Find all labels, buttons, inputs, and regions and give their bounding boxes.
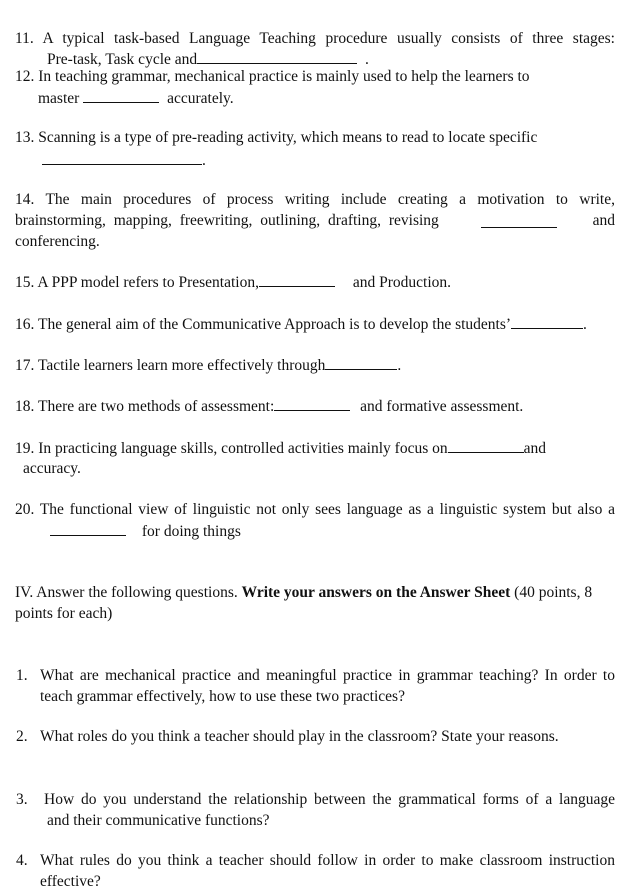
question-number: 20. — [15, 501, 35, 518]
heading-text: (40 points, 8 — [514, 584, 593, 601]
question-text: accuracy. — [23, 460, 81, 477]
question-14-line-3 — [15, 232, 100, 252]
question-text: In teaching grammar, mechanical practice is mainly used to help the learners to — [38, 68, 530, 85]
question-text: Pre-task, Task cycle and — [47, 51, 198, 68]
essay-question-1-line-1 — [40, 666, 615, 686]
essay-question-1-line-2 — [40, 687, 405, 707]
question-text: The main procedures of process writing include creating a motivation to write, — [45, 191, 615, 208]
essay-question-2-line-1 — [40, 727, 559, 747]
question-15 — [15, 272, 451, 293]
question-text: and their communicative functions? — [47, 812, 270, 829]
question-text: for doing things — [141, 523, 241, 540]
question-text: . — [365, 51, 369, 68]
question-text: In practicing language skills, controlled activities mainly focus on — [38, 440, 448, 457]
question-text: conferencing. — [15, 233, 100, 250]
question-17 — [15, 355, 401, 376]
question-text: and Production. — [352, 274, 452, 291]
question-16 — [15, 314, 587, 335]
answer-blank[interactable] — [259, 272, 335, 287]
question-number: 1. — [16, 667, 28, 684]
question-text: A PPP model refers to Presentation, — [37, 274, 259, 291]
essay-question-1-number — [16, 666, 28, 686]
essay-question-4-line-2 — [40, 872, 101, 892]
question-text: What rules do you think a teacher should follow in order to make classroom instruction — [40, 852, 615, 869]
section-4-heading-line-2 — [15, 604, 112, 624]
question-text: The general aim of the Communicative Approach is to develop the students’ — [37, 316, 512, 333]
question-14-line-1 — [15, 190, 615, 210]
question-13-line-2 — [42, 150, 206, 171]
question-text: There are two methods of assessment: — [37, 398, 275, 415]
question-number: 2. — [16, 728, 28, 745]
question-20-line-1 — [15, 500, 615, 520]
question-14-line-2 — [15, 211, 615, 231]
answer-blank[interactable] — [511, 314, 583, 329]
answer-blank[interactable] — [481, 213, 557, 228]
heading-text: points for each) — [15, 605, 113, 622]
essay-question-3-line-1 — [44, 790, 615, 810]
question-text: What are mechanical practice and meaningful practice in grammar teaching? In order to — [40, 667, 615, 684]
question-12-line-2 — [38, 88, 234, 109]
question-text: The functional view of linguistic not only sees language as a linguistic system but also a — [39, 501, 615, 518]
question-number: 13. — [15, 129, 35, 146]
question-number: 4. — [16, 852, 28, 869]
answer-blank[interactable] — [42, 150, 202, 165]
section-4-heading — [15, 583, 615, 603]
answer-blank[interactable] — [197, 49, 357, 64]
answer-blank[interactable] — [83, 88, 159, 103]
question-text: . — [583, 316, 587, 333]
question-text: . — [397, 357, 402, 374]
essay-question-4-line-1 — [40, 851, 615, 871]
question-text: accurately. — [167, 90, 234, 107]
question-19-line-1 — [15, 438, 546, 459]
essay-question-2-number — [16, 727, 28, 747]
question-number: 18. — [15, 398, 35, 415]
essay-question-4-number — [16, 851, 28, 871]
essay-question-3-number — [16, 790, 28, 810]
answer-blank[interactable] — [325, 355, 397, 370]
question-text: teach grammar effectively, how to use these two practices? — [40, 688, 405, 705]
heading-text: IV. Answer the following questions. — [15, 584, 238, 601]
question-text: Scanning is a type of pre-reading activity, which means to read to locate specific — [38, 129, 538, 146]
question-number: 11. — [15, 30, 34, 47]
question-13-line-1 — [15, 128, 537, 148]
question-text: master — [38, 90, 80, 107]
essay-question-3-line-2 — [47, 811, 270, 831]
question-text: A typical task-based Language Teaching procedure usually consists of three stages: — [42, 30, 615, 47]
question-text: and — [592, 212, 615, 229]
question-text: effective? — [40, 873, 101, 890]
answer-blank[interactable] — [448, 438, 524, 453]
question-text: . — [202, 152, 206, 169]
question-12-line-1 — [15, 67, 530, 87]
question-text: and — [523, 440, 546, 457]
question-number: 15. — [15, 274, 35, 291]
question-20-line-2 — [50, 521, 241, 542]
answer-blank[interactable] — [50, 521, 126, 536]
question-18 — [15, 396, 523, 417]
question-19-line-2 — [23, 459, 81, 479]
question-number: 17. — [15, 357, 35, 374]
question-11-line-1 — [15, 29, 615, 49]
question-text: Tactile learners learn more effectively through — [37, 357, 326, 374]
question-number: 16. — [15, 316, 35, 333]
question-number: 14. — [15, 191, 35, 208]
question-text: What roles do you think a teacher should play in the classroom? State your reasons. — [40, 728, 559, 745]
question-number: 3. — [16, 791, 28, 808]
question-number: 19. — [15, 440, 35, 457]
question-text: brainstorming, mapping, freewriting, outlining, drafting, revising — [15, 212, 439, 229]
answer-blank[interactable] — [274, 396, 350, 411]
question-number: 12. — [15, 68, 35, 85]
question-text: and formative assessment. — [360, 398, 524, 415]
question-text: How do you understand the relationship between the grammatical forms of a language — [44, 791, 615, 808]
heading-bold-text: Write your answers on the Answer Sheet — [241, 584, 511, 601]
